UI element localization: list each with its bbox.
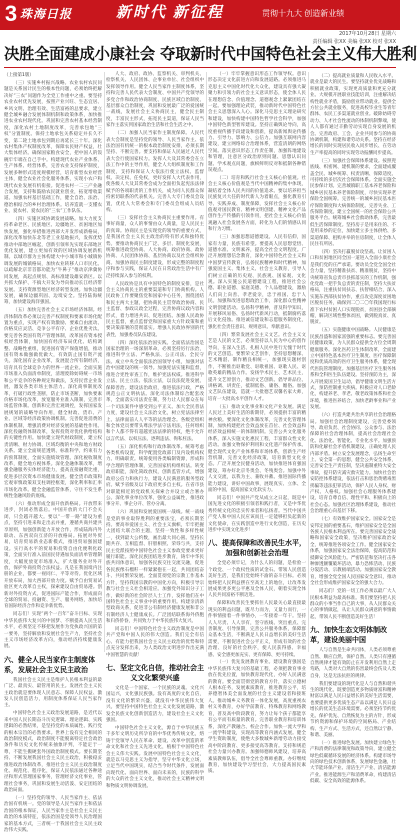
paragraph: （二）提高就业质量和人民收入水平。就业是最大的民生。要坚持就业优先战略和积极就业政策，实现更高质量和更充分就业。大规模开展职业技能培训，注重解决结构性就业矛盾，鼓励创业带动就业。提供全方位公共就业服务，促进高校毕业生等青年群体、农民工多渠道就业创业。破除妨碍劳动力、人才社会性流动的体制机制弊端，使人人都有通过辛勤劳动实现自身发展的机会。完善政府、工会、企业共同参与的协商协调机制，构建和谐劳动关系。坚持在经济增长的同时实现居民收入同步增长、在劳动生产率提高的同时实现劳动报酬同步提高。 [310, 74, 396, 156]
editor-credits: 责任编辑 张XX 美编 张XX 校对 张XX [312, 39, 396, 45]
paragraph: （六）推动形成全面开放新格局。开放带来进步，封闭必然落后。中国开放的大门不会关闭，只会越开越大。要以“一带一路”建设为重点，坚持引进来和走出去并重，遵循共商共建共享原则，加强创新能力开放合作，形成陆海内外联动、东西双向互济的开放格局。拓展对外贸易，培育贸易新业态新模式，推进贸易强国建设。实行高水平的贸易和投资自由化便利化政策，全面实行准入前国民待遇加负面清单管理制度，大幅度放宽市场准入，扩大服务业对外开放，保护外商投资合法权益。凡是在我国境内注册的企业，都要一视同仁、平等对待。优化区域开放布局，加大西部开放力度。赋予自由贸易试验区更大改革自主权，探索建设自由贸易港。创新对外投资方式，促进国际产能合作，形成面向全球的贸易、投融资、生产、服务网络，加快培育国际经济合作和竞争新优势。 [4, 501, 102, 610]
paragraph: 全党必须牢记，为什么人的问题，是检验一个政党、一个政权性质的试金石。带领人民创造美好生活，是我们党始终不渝的奋斗目标。必须始终把人民利益摆在至高无上的地位，让改革发展成果更多更公平惠及全体人民，朝着实现全体人民共同富裕不断迈进。 [208, 561, 306, 599]
paragraph: （七）有效维护国家安全。国家安全是安邦定国的重要基石，维护国家安全是全国各族人民根本利益所在。要完善国家安全战略和国家安全政策，坚决维护国家政治安全，统筹推进各项安全工作。健全国家安全体系，加强国家安全法治保障，提高防范和抵御安全风险能力。严密防范和坚决打击各种渗透颠覆破坏活动、暴力恐怖活动、民族分裂活动、宗教极端活动。加强国家安全教育，增强全党全国人民国家安全意识，推动全社会形成维护国家安全的强大合力。 [310, 517, 396, 587]
paragraph: （五）加快完善社会主义市场经济体制。经济体制改革必须以完善产权制度和要素市场化配置为重点，实现产权有效激励、要素自由流动、价格反应灵活、竞争公平有序、企业优胜劣汰。要完善各类国有资产管理体制，改革国有资本授权经营体制，加快国有经济布局优化、结构调整、战略性重组，促进国有资产保值增值，推动国有资本做强做优做大，有效防止国有资产流失。深化国有企业改革，发展混合所有制经济，培育具有全球竞争力的世界一流企业。全面实施市场准入负面清单制度，清理废除妨碍统一市场和公平竞争的各种规定和做法，支持民营企业发展，激发各类市场主体活力。深化商事制度改革，打破行政性垄断，防止市场垄断，加快要素价格市场化改革，放宽服务业准入限制，完善市场监管体制。创新和完善宏观调控，发挥国家发展规划的战略导向作用，健全财政、货币、产业、区域等经济政策协调机制。完善促进消费的体制机制，增强消费对经济发展的基础性作用。深化投融资体制改革，发挥投资对优化供给结构的关键性作用。加快建立现代财政制度，建立权责清晰、财力协调、区域均衡的中央和地方财政关系。建立全面规范透明、标准科学、约束有力的预算制度，全面实施绩效管理。深化税收制度改革，健全地方税体系。深化金融体制改革，增强金融服务实体经济能力，提高直接融资比重，促进多层次资本市场健康发展。健全货币政策和宏观审慎政策双支柱调控框架，深化利率和汇率市场化改革。健全金融监管体系，守住不发生系统性金融风险的底线。 [4, 308, 102, 499]
paragraph: 保障和改善民生要抓住人民最关心最直接最现实的利益问题，既尽力而为，又量力而行，一件事情接着一件事情办，一年接着一年干。坚持人人尽责、人人享有，坚守底线、突出重点、完善制度、引导预期，完善公共服务体系，保障群众基本生活，不断满足人民日益增长的美好生活需要，不断促进社会公平正义，形成有效的社会治理、良好的社会秩序，使人民获得感、幸福感、安全感更加充实、更有保障、更可持续。 [208, 601, 306, 658]
paragraph: 中国特色社会主义政治发展道路，是近代以来中国人民长期奋斗历史逻辑、理论逻辑、实践逻辑的必然结果，是坚持党的本质属性、践行党的根本宗旨的必然要求。世界上没有完全相同的政治制度模式，政治制度不能脱离特定社会政治条件和历史文化传统来抽象评判，不能定于一尊，不能生搬硬套外国政治制度模式。要长期坚持、不断发展我国社会主义民主政治，积极稳妥推进政治体制改革，推进社会主义民主政治制度化、规范化、程序化，保证人民依法通过各种途径和形式管理国家事务，管理经济文化事业，管理社会事务，巩固和发展生动活泼、安定团结的政治局面。 [4, 711, 102, 794]
section-heading-6: 六、健全人民当家作主制度体系，发展社会主义民主政治 [4, 655, 95, 674]
paragraph: （五）深化机构和行政体制改革。统筹考虑各类机构设置，科学配置党政部门及内设机构权力、明确职责。统筹使用各类编制资源，形成科学合理的管理体制，完善国家机构组织法。转变政府职能，深化简政放权，创新监管方式，增强政府公信力和执行力，建设人民满意的服务型政府。赋予省级及以下政府更多自主权。在省市县对职能相近的党政机关探索合并设立或合署办公。深化事业单位改革，强化公益属性，推进政事分开、事企分开、管办分离。 [106, 444, 204, 508]
paragraph: 人大、政府、政协、监察机关、审判机关、检察机关、人民团体、企事业单位、社会组织中发挥领导作用。健全人民当家作主制度体系，坚持和完善人民代表大会制度、中国共产党领导的多党合作和政治协商制度、民族区域自治制度、基层群众自治制度，巩固和发展最广泛的爱国统一战线，发展社会主义协商民主，健全民主制度，丰富民主形式，拓宽民主渠道，保证人民当家作主落实到国家政治生活和社会生活之中。 [106, 72, 204, 129]
paragraph: （六）打造共建共治共享的社会治理格局。加强社会治理制度建设，完善党委领导、政府负责、社会协同、公众参与、法治保障的社会治理体制，提高社会治理社会化、法治化、智能化、专业化水平。加强预防和化解社会矛盾机制建设，正确处理人民内部矛盾。树立安全发展理念，弘扬生命至上、安全第一的思想，健全公共安全体系，完善安全生产责任制，坚决遏制重特大安全事故，提升防灾减灾救灾能力。加快社会治安防控体系建设，依法打击和惩治黄赌毒黑拐骗等违法犯罪活动，保护人民人身权、财产权、人格权。加强社会心理服务体系建设，培育自尊自信、理性平和、积极向上的社会心态。加强社区治理体系建设，推动社会治理重心向基层下移。 [310, 413, 396, 515]
paragraph: 同志们！中国共产党从成立之日起，既是中国先进文化的积极引领者和践行者，又是中华优秀传统文化的忠实传承者和弘扬者。当代中国共产党人和中国人民应该而且一定能够担负起新的文化使命，在实践创造中进行文化创造，在历史进步中实现文化进步！ [208, 495, 306, 533]
column-divider [308, 72, 309, 652]
banner-subtitle: 贯彻十九大 创造新业绩 [262, 9, 345, 18]
paragraph: （四）深化依法治国实践。全面依法治国是国家治理的一场深刻革命，必须坚持厉行法治，推进科学立法、严格执法、公正司法、全民守法。成立中央全面依法治国领导小组，加强对法治中国建设的统一领导。加强宪法实施和监督，推进合宪性审查工作，维护宪法权威。推进科学立法、民主立法、依法立法，以良法促进发展、保障善治。建设法治政府，推进依法行政，严格规范公正文明执法。深化司法体制综合配套改革，全面落实司法责任制，努力让人民群众在每一个司法案件中感受到公平正义。加大全民普法力度，建设社会主义法治文化，树立宪法法律至上、法律面前人人平等的法治理念。各级党组织和全体党员要带头尊法学法守法用法，任何组织和个人都不得有超越宪法法律的特权，绝不允许以言代法、以权压法、逐利违法、徇私枉法。 [106, 340, 204, 442]
continued-note: （上接第1版） [4, 73, 34, 78]
paragraph: 同志们！实现“两个一百年”奋斗目标、实现中华民族伟大复兴的中国梦、不断提高人民生活水平，必须坚定不移把发展作为党执政兴国的第一要务，坚持解放和发展社会生产力，坚持社会主义市场经济改革方向，推动经济持续健康发展。 [4, 612, 102, 650]
article-column-3 [208, 72, 306, 775]
paragraph: （四）繁荣发展社会主义文艺。社会主义文艺是人民的文艺，必须坚持以人民为中心的创作导向，在深入生活、扎根人民中进行无愧于时代的文艺创造。要繁荣文艺创作，坚持思想精深、艺术精湛、制作精良相统一，加强现实题材创作，不断推出讴歌党、讴歌祖国、讴歌人民、讴歌英雄的精品力作。发扬学术民主、艺术民主，提升文艺原创力，推动文艺创新。倡导讲品位、讲格调、讲责任，抵制低俗、庸俗、媚俗。加强文艺队伍建设，造就一大批德艺双馨名家大师，培育一大批高水平创作人才。 [208, 332, 306, 402]
paragraph: 人与自然是生命共同体，人类必须尊重自然、顺应自然、保护自然。人类只有遵循自然规律才能有效防止在开发利用自然上走弯路，人类对大自然的伤害最终会伤及人类自身，这是无法抗拒的规律。 [310, 648, 396, 679]
paragraph: 同志们！中国特色社会主义政治制度是中国共产党和中国人民的伟大创造。我们完全有信心、有能力把我国社会主义民主政治的优势和特点充分发挥出来，为人类政治文明进步作出充满中国智慧的贡献！ [106, 627, 204, 658]
column-divider [104, 72, 105, 652]
paragraph: （六）巩固和发展爱国统一战线。统一战线是党的事业取得胜利的重要法宝，必须长期坚持。要高举爱国主义、社会主义旗帜，牢牢把握大团结大联合的主题，坚持一致性和多样性统一，找到最大公约数，画出最大同心圆。坚持长期共存、互相监督、肝胆相照、荣辱与共，支持民主党派按照中国特色社会主义参政党要求更好履行职能。深化民族团结进步教育，铸牢中华民族共同体意识，加强各民族交往交流交融，促进各民族像石榴籽一样紧紧抱在一起，共同团结奋斗、共同繁荣发展。全面贯彻党的宗教工作基本方针，坚持我国宗教的中国化方向，积极引导宗教与社会主义社会相适应。加强党外知识分子工作，做好新的社会阶层人士工作，发挥他们在中国特色社会主义事业中的重要作用。构建亲清新型政商关系，促进非公有制经济健康发展和非公有制经济人士健康成长。广泛团结联系海外侨胞和归侨侨眷，共同致力于中华民族伟大复兴。 [106, 510, 204, 625]
paragraph: （二）加强人民当家作主制度保障。人民代表大会制度是坚持党的领导、人民当家作主、依法治国有机统一的根本政治制度安排，必须长期坚持、不断完善。要支持和保证人民通过人民代表大会行使国家权力。发挥人大及其常委会在立法工作中的主导作用，健全人大组织制度和工作制度，支持和保证人大依法行使立法权、监督权、决定权、任免权，更好发挥人大代表作用，使各级人大及其常委会成为全面担负起宪法法律赋予的各项职责的工作机关，成为同人民群众保持密切联系的代表机关。完善人大专门委员会设置，优化人大常委会和专门委员会组成人员结构。 [106, 131, 204, 214]
paragraph: （五）实施健康中国战略。人民健康是民族昌盛和国家富强的重要标志。要完善国民健康政策，为人民群众提供全方位全周期健康服务。深化医药卫生体制改革，全面建立中国特色基本医疗卫生制度、医疗保障制度和优质高效的医疗卫生服务体系，健全现代医院管理制度。加强基层医疗卫生服务体系和全科医生队伍建设。坚持预防为主，深入开展爱国卫生运动，倡导健康文明生活方式，预防控制重大疾病。积极应对人口老龄化，构建养老、孝老、敬老政策体系和社会环境，推进医养结合，加快老龄事业和产业发展。 [310, 328, 396, 411]
paragraph: （一）优先发展教育事业。建设教育强国是中华民族伟大复兴的基础工程，必须把教育事业放在优先位置，加快教育现代化，办好人民满意的教育。要全面贯彻党的教育方针，落实立德树人根本任务，发展素质教育，推进教育公平，培养德智体美全面发展的社会主义建设者和接班人。推动城乡义务教育一体化发展，高度重视农村义务教育，办好学前教育、特殊教育和网络教育，普及高中阶段教育，努力让每个孩子都能享有公平而有质量的教育。完善职业教育和培训体系，深化产教融合、校企合作。加快一流大学和一流学科建设，实现高等教育内涵式发展。健全学生资助制度，使绝大多数城乡新增劳动力接受高中阶段教育、更多接受高等教育。支持和规范社会力量兴办教育。加强师德师风建设，培养高素质教师队伍，倡导全社会尊师重教。办好继续教育，加快建设学习型社会，大力提高国民素质。 [208, 660, 306, 775]
article-column-1 [4, 72, 102, 834]
section-heading-8: 八、提高保障和改善民生水平，加强和创新社会治理 [208, 539, 306, 558]
paragraph: 人民政协是具有中国特色的制度安排，是社会主义协商民主的重要渠道和专门协商机构。人民政协工作要聚焦党和国家中心任务，围绕团结和民主两大主题，把协商民主贯穿政治协商、民主监督、参政议政全过程，完善协商议政内容和形式，着力增进共识、促进团结。加强人民政协民主监督，重点监督党和国家重大方针政策和重要决策部署的贯彻落实。增强人民政协界别的代表性，加强委员队伍建设。 [106, 281, 204, 338]
section-heading-9: 九、加快生态文明体制改革，建设美丽中国 [310, 626, 387, 645]
paragraph: （三）发挥社会主义协商民主重要作用。有事好商量，众人的事情由众人商量，是人民民主的真谛。协商民主是实现党的领导的重要方式，是我国社会主义民主政治的特有形式和独特优势。要推动协商民主广泛、多层、制度化发展，统筹推进政党协商、人大协商、政府协商、政协协商、人民团体协商、基层协商以及社会组织协商。加强协商民主制度建设，形成完整的制度程序和参与实践，保证人民在日常政治生活中有广泛持续深入参与的权利。 [106, 215, 204, 279]
paragraph: 我国社会主义民主是维护人民根本利益的最广泛、最真实、最管用的民主。发展社会主义民主政治就是要体现人民意志、保障人民权益、激发人民创造活力，用制度体系保证人民当家作主。 [4, 677, 102, 709]
headline-rule [4, 67, 396, 68]
paragraph: （一）牢牢掌握意识形态工作领导权。意识形态决定文化前进方向和发展道路。必须推进马克思主义中国化时代化大众化，建设具有强大凝聚力和引领力的社会主义意识形态，使全体人民在理想信念、价值理念、道德观念上紧紧团结在一起。要加强理论武装，推动新时代中国特色社会主义思想深入人心。深化马克思主义理论研究和建设，加快构建中国特色哲学社会科学，加强中国特色新型智库建设。坚持正确舆论导向，高度重视传播手段建设和创新，提高新闻舆论传播力、引导力、影响力、公信力。加强互联网内容建设，建立网络综合治理体系，营造清朗的网络空间。落实意识形态工作责任制，加强阵地建设和管理，注意区分政治原则问题、思想认识问题、学术观点问题，旗帜鲜明反对和抵制各种错误观点。 [208, 72, 306, 174]
paragraph: 文化是一个国家、一个民族的灵魂。文化兴国运兴，文化强民族强。没有高度的文化自信，没有文化的繁荣兴盛，就没有中华民族伟大复兴。要坚持中国特色社会主义文化发展道路，激发全民族文化创新创造活力，建设社会主义文化强国。 [106, 686, 204, 724]
paragraph: （三）实施乡村振兴战略。农业农村农民问题是关系国计民生的根本性问题，必须始终把解决好“三农”问题作为全党工作重中之重。要坚持农业农村优先发展，按照产业兴旺、生态宜居、乡风文明、治理有效、生活富裕的总要求，建立健全城乡融合发展体制机制和政策体系，加快推进农业农村现代化。巩固和完善农村基本经营制度，深化农村土地制度改革，完善承包地“三权”分置制度。保持土地承包关系稳定并长久不变，第二轮土地承包到期后再延长三十年。深化农村集体产权制度改革，保障农民财产权益，壮大集体经济。确保国家粮食安全，把中国人的饭碗牢牢端在自己手中。构建现代农业产业体系、生产体系、经营体系，完善农业支持保护制度，发展多种形式适度规模经营，培育新型农业经营主体，健全农业社会化服务体系，实现小农户和现代农业发展有机衔接。促进农村一二三产业融合发展，支持和鼓励农民就业创业，拓宽增收渠道。加强农村基层基础工作，健全自治、法治、德治相结合的乡村治理体系。培养造就一支懂农业、爱农村、爱农民的“三农”工作队伍。 [4, 81, 102, 215]
page-number: 3 [4, 1, 18, 26]
banner-slogan: 新时代 新征程 [116, 5, 224, 21]
paper-name: 珠海日报 [20, 7, 73, 21]
paragraph: （一）坚持党的领导、人民当家作主、依法治国有机统一。党的领导是人民当家作主和依法治国的根本保证，人民当家作主是社会主义民主政治的本质特征，依法治国是党领导人民治理国家的基本方式，三者统一于我国社会主义民主政治伟大实践。 [4, 796, 102, 834]
section-heading-7: 七、坚定文化自信，推动社会主义文化繁荣兴盛 [106, 664, 204, 683]
paragraph: （三）加强社会保障体系建设。按照兜底线、织密网、建机制的要求，全面建成覆盖全民、城乡统筹、权责清晰、保障适度、可持续的多层次社会保障体系。全面实施全民参保计划。完善城镇职工基本养老保险和城乡居民基本养老保险制度，尽快实现养老保险全国统筹。完善统一的城乡居民基本医疗保险制度和大病保险制度。完善失业、工伤保险制度。建立全国统一的社会保险公共服务平台。统筹城乡社会救助体系，完善最低生活保障制度。坚持房子是用来住的、不是用来炒的定位，加快建立多主体供给、多渠道保障、租购并举的住房制度，让全体人民住有所居。 [310, 158, 396, 248]
article-column-2 [106, 72, 204, 789]
column-divider [206, 72, 207, 652]
paragraph: （四）实施区域协调发展战略。加大力度支持革命老区、民族地区、边疆地区、贫困地区加快发展，强化举措推进西部大开发形成新格局，深化改革加快东北等老工业基地振兴，发挥优势推动中部地区崛起，创新引领率先实现东部地区优化发展，建立更加有效的区域协调发展新机制。以城市群为主体构建大中小城市和小城镇协调发展的城镇格局，加快农业转移人口市民化。以疏解北京非首都功能为“牛鼻子”推动京津冀协同发展，高起点规划、高标准建设雄安新区。以共抓大保护、不搞大开发为导向推动长江经济带发展。支持资源型地区经济转型发展。加快边疆发展，确保边疆巩固、边境安全。坚持陆海统筹，加快建设海洋强国。 [4, 217, 102, 306]
paragraph: （二）培育和践行社会主义核心价值观。社会主义核心价值观是当代中国精神的集中体现，凝结着全体人民共同的价值追求。要以培养担当民族复兴大任的时代新人为着眼点，强化教育引导、实践养成、制度保障，发挥社会主义核心价值观对国民教育、精神文明创建、精神文化产品创作生产传播的引领作用，把社会主义核心价值观融入社会发展各方面，转化为人们的情感认同和行为习惯。 [208, 176, 306, 233]
paragraph: 中国特色社会主义文化，源自于中华民族五千多年文明历史所孕育的中华优秀传统文化，熔铸于党领导人民在革命、建设、改革中创造的革命文化和社会主义先进文化，植根于中国特色社会主义伟大实践。发展中国特色社会主义文化，就是以马克思主义为指导，坚守中华文化立场，立足当代中国现实，结合当今时代条件，发展面向现代化、面向世界、面向未来的，民族的科学的大众的社会主义文化，推动社会主义精神文明和物质文明协调发展。 [106, 726, 204, 789]
page-headline: 决胜全面建成小康社会 夺取新时代中国特色社会主义伟大胜利 [4, 45, 417, 63]
paragraph: 我们要建设的现代化是人与自然和谐共生的现代化，既要创造更多物质财富和精神财富以满足人民日益增长的美好生活需要，也要提供更多优质生态产品以满足人民日益增长的优美生态环境需要。必须坚持节约优先、保护优先、自然恢复为主的方针，形成节约资源和保护环境的空间格局、产业结构、生产方式、生活方式，还自然以宁静、和谐、美丽。 [310, 681, 396, 738]
paragraph: （一）推进绿色发展。加快建立绿色生产和消费的法律制度和政策导向，建立健全绿色低碳循环发展的经济体系。构建市场导向的绿色技术创新体系，发展绿色金融，壮大节能环保产业、清洁生产产业、清洁能源产业。推进能源生产和消费革命，构建清洁低碳、安全高效的能源体系。 [310, 740, 396, 785]
masthead [0, 0, 400, 30]
article-column-4 [310, 72, 396, 785]
paragraph: （四）坚决打赢脱贫攻坚战。让贫困人口和贫困地区同全国一道进入全面小康社会是我们党的庄严承诺。要动员全党全国全社会力量，坚持精准扶贫、精准脱贫，坚持中央统筹省负总责市县抓落实的工作机制，强化党政一把手负总责的责任制，坚持大扶贫格局，注重扶贫同扶志、扶智相结合，深入实施东西部扶贫协作，重点攻克深度贫困地区脱贫任务，确保到二〇二〇年我国现行标准下农村贫困人口实现脱贫，贫困县全部摘帽，解决区域性整体贫困，做到脱真贫、真脱贫。 [310, 249, 396, 326]
paragraph: （五）推动文化事业和文化产业发展。满足人民过上美好生活的新期待，必须提供丰富的精神食粮。要深化文化体制改革，完善文化管理体制，加快构建把社会效益放在首位、社会效益和经济效益相统一的体制机制。完善公共文化服务体系，深入实施文化惠民工程，丰富群众性文化活动。加强文物保护利用和文化遗产保护传承。健全现代文化产业体系和市场体系，创新生产经营机制，完善文化经济政策，培育新型文化业态。广泛开展全民健身活动，加快推进体育强国建设，筹办好北京冬奥会、冬残奥会。加强中外人文交流，以我为主、兼收并蓄。推进国际传播能力建设，讲好中国故事，展现真实、立体、全面的中国，提高国家文化软实力。 [208, 404, 306, 493]
paragraph: 同志们！党的一切工作必须以最广大人民根本利益为最高标准。我们要坚持把人民群众的小事当作自己的大事，从人民群众关心的事情做起，从让人民群众满意的事情做起，带领人民不断创造美好生活！ [310, 589, 396, 620]
paragraph: （三）加强思想道德建设。人民有信仰，国家有力量，民族有希望。要提高人民思想觉悟、道德水准、文明素养，提高全社会文明程度。广泛开展理想信念教育，深化中国特色社会主义和中国梦宣传教育，弘扬民族精神和时代精神，加强爱国主义、集体主义、社会主义教育，引导人们树立正确的历史观、民族观、国家观、文化观。深入实施公民道德建设工程，推进社会公德、职业道德、家庭美德、个人品德建设，激励人们向上向善、孝老爱亲，忠于祖国、忠于人民。加强和改进思想政治工作，深化群众性精神文明创建活动。弘扬科学精神，普及科学知识，开展移风易俗、弘扬时代新风行动，抵制腐朽落后文化侵蚀。推进诚信建设和志愿服务制度化，强化社会责任意识、规则意识、奉献意识。 [208, 235, 306, 330]
issue-date: 2017年10月28日 星期六 [338, 31, 396, 37]
